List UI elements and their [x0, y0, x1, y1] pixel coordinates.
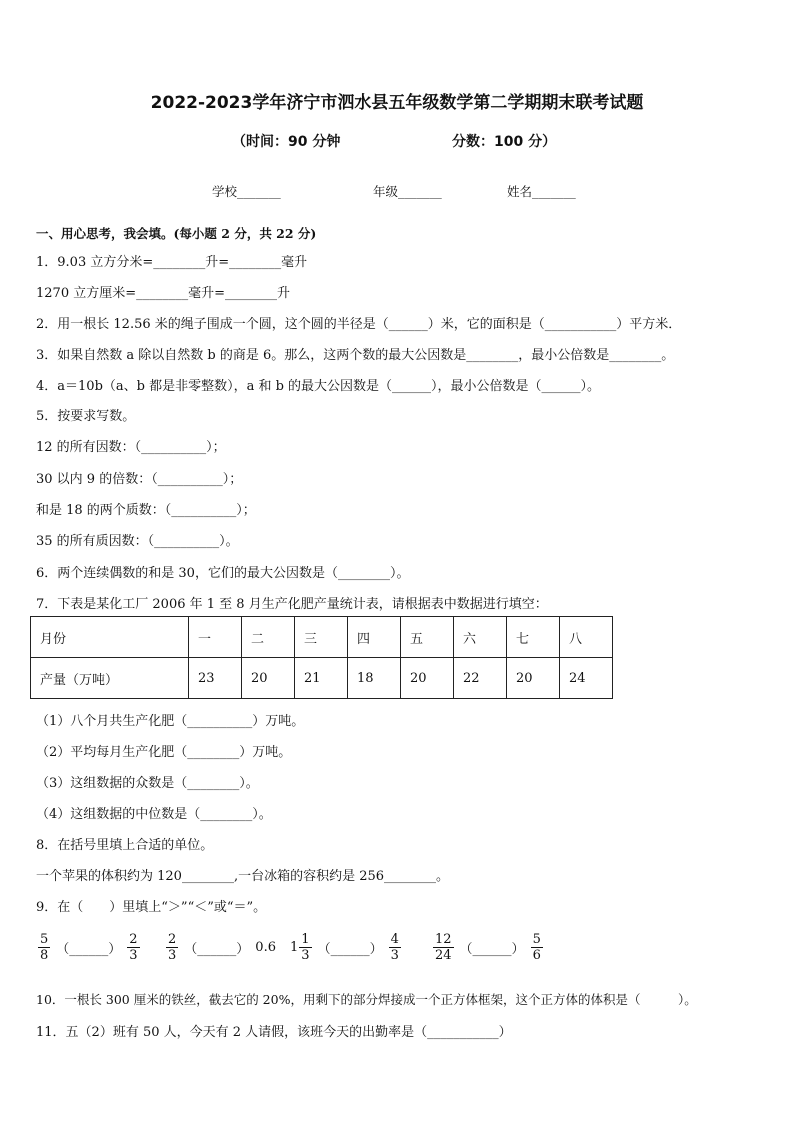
question-7-3: （3）这组数据的众数是（________）。: [36, 776, 259, 791]
table-row-label: 产量（万吨）: [31, 658, 189, 699]
question-9: 9．在（ ）里填上“＞”“＜”或“＝”。: [36, 900, 267, 915]
exam-score: 分数：100 分）: [452, 134, 557, 150]
answer-blank: （______）: [317, 942, 383, 957]
question-5c: 和是 18 的两个质数：（__________）；: [36, 503, 256, 518]
question-8: 8．在括号里填上合适的单位。: [36, 838, 214, 853]
table-cell: 23: [189, 658, 242, 699]
exam-time: （时间：90 分钟: [232, 134, 341, 150]
question-7: 7．下表是某化工厂 2006 年 1 至 8 月生产化肥产量统计表，请根据表中数据进行填空：: [36, 597, 548, 612]
table-row: [31, 658, 613, 699]
table-header-cell: 一: [189, 617, 242, 658]
table-header-cell: 六: [454, 617, 507, 658]
fraction: $\frac{1}{3}$: [301, 932, 310, 963]
production-table: [30, 616, 613, 699]
table-cell: 22: [454, 658, 507, 699]
question-5: 5．按要求写数。: [36, 409, 136, 424]
answer-blank: （______）: [184, 942, 250, 957]
section-heading: 一、用心思考，我会填。(每小题 2 分，共 22 分): [36, 226, 317, 241]
question-11: 11．五（2）班有 50 人，今天有 2 人请假，该班今天的出勤率是（___________）: [36, 1025, 512, 1040]
question-7-4: （4）这组数据的中位数是（________）。: [36, 807, 272, 822]
table-header-cell: 月份: [31, 617, 189, 658]
mixed-whole: 1: [290, 940, 299, 955]
question-5b: 30 以内 9 的倍数：（__________）；: [36, 472, 243, 487]
decimal-value: 0.6: [255, 940, 276, 955]
grade-field: 年级_______: [373, 184, 442, 199]
table-header-row: [31, 617, 613, 658]
question-7-2: （2）平均每月生产化肥（________）万吨。: [36, 745, 292, 760]
table-header-cell: 七: [507, 617, 560, 658]
question-8a: 一个苹果的体积约为 120________,一台冰箱的容积约是 256________。: [36, 869, 450, 884]
compare-item-4: [433, 932, 543, 963]
answer-blank: （______）: [56, 942, 122, 957]
question-1a: 1．9.03 立方分米=________升=________毫升: [36, 255, 308, 270]
table-header-cell: 二: [242, 617, 295, 658]
table-cell: 24: [560, 658, 613, 699]
fraction: $\frac{4}{3}$: [390, 932, 399, 963]
table-header-cell: 三: [295, 617, 348, 658]
name-field: 姓名_______: [507, 184, 576, 199]
compare-item-1: [38, 932, 140, 963]
question-5a: 12 的所有因数：（__________）；: [36, 440, 226, 455]
table-cell: 21: [295, 658, 348, 699]
question-3: 3．如果自然数 a 除以自然数 b 的商是 6。那么，这两个数的最大公因数是________，最小公倍数是________。: [36, 348, 675, 363]
fraction: $\frac{5}{8}$: [40, 932, 49, 963]
question-10: 10．一根长 300 厘米的铁丝，截去它的 20%，用剩下的部分焊接成一个正方体框架，这个正方体的体积是（ ）。: [36, 992, 697, 1007]
question-1b: 1270 立方厘米=________毫升=________升: [36, 286, 291, 301]
fraction: $\frac{12}{24}$: [435, 932, 452, 963]
question-5d: 35 的所有质因数：（__________）。: [36, 534, 239, 549]
page-title: 2022-2023学年济宁市泗水县五年级数学第二学期期末联考试题: [150, 93, 644, 113]
question-6: 6．两个连续偶数的和是 30，它们的最大公因数是（________）。: [36, 566, 410, 581]
table-cell: 20: [507, 658, 560, 699]
table-cell: 20: [242, 658, 295, 699]
table-header-cell: 五: [401, 617, 454, 658]
table-cell: 20: [401, 658, 454, 699]
school-field: 学校_______: [212, 184, 281, 199]
table-header-cell: 四: [348, 617, 401, 658]
question-7-1: （1）八个月共生产化肥（__________）万吨。: [36, 714, 305, 729]
fraction: $\frac{2}{3}$: [168, 932, 177, 963]
fraction: $\frac{5}{6}$: [532, 932, 541, 963]
question-4: 4．a＝10b（a、b 都是非零整数），a 和 b 的最大公因数是（______），最小公倍数是（______）。: [36, 379, 601, 394]
compare-item-2: [166, 932, 276, 963]
fraction: $\frac{2}{3}$: [129, 932, 138, 963]
question-2: 2．用一根长 12.56 米的绳子围成一个圆，这个圆的半径是（______）米，它的面积是（___________）平方米．: [36, 317, 682, 332]
compare-item-3: [290, 932, 401, 963]
answer-blank: （______）: [459, 942, 525, 957]
table-header-cell: 八: [560, 617, 613, 658]
table-cell: 18: [348, 658, 401, 699]
